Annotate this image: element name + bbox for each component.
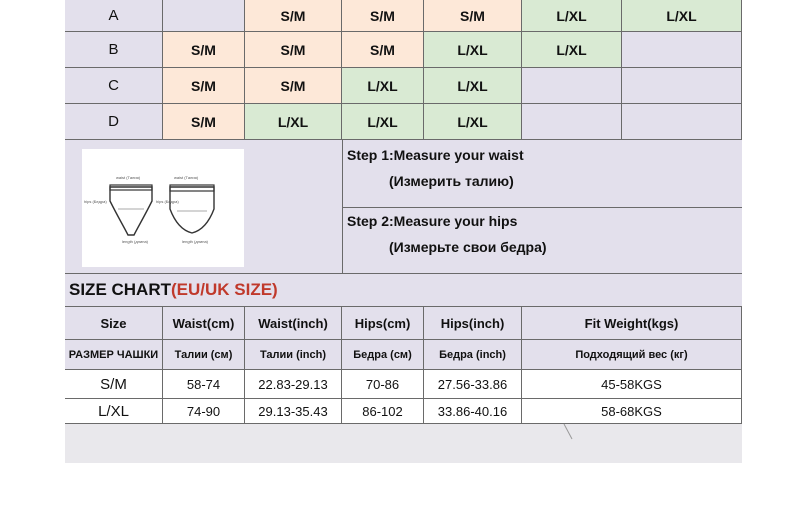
cup-size-cell: S/M xyxy=(342,32,424,68)
cup-size-cell: L/XL xyxy=(424,68,522,104)
cup-size-cell: S/M xyxy=(245,0,342,32)
header-cell-ru: Бедра (inch) xyxy=(424,340,522,370)
cup-letter: B xyxy=(65,32,163,68)
header-cell-ru: РАЗМЕР ЧАШКИ xyxy=(65,340,163,370)
cup-size-cell: S/M xyxy=(245,32,342,68)
cup-size-cell: S/M xyxy=(163,104,245,140)
step-1 xyxy=(343,140,742,208)
step-2-english: Step 2:Measure your hips xyxy=(347,213,518,229)
cup-size-cell: L/XL xyxy=(522,0,622,32)
cup-size-cell xyxy=(163,0,245,32)
cup-size-cell: L/XL xyxy=(342,68,424,104)
stray-mark xyxy=(560,420,580,442)
table-cell: 58-68KGS xyxy=(522,399,742,424)
table-cell: 45-58KGS xyxy=(522,370,742,399)
cup-size-cell xyxy=(622,104,742,140)
header-cell-en: Waist(cm) xyxy=(163,307,245,340)
cup-letter: A xyxy=(65,0,163,32)
header-cell-ru: Талии (см) xyxy=(163,340,245,370)
hips-label: hips (Бедра) xyxy=(84,199,107,204)
length-label: length (длина) xyxy=(122,239,149,244)
panties-illustration xyxy=(82,149,244,267)
table-cell: 29.13-35.43 xyxy=(245,399,342,424)
cup-letter: C xyxy=(65,68,163,104)
size-chart-title-region: (EU/UK SIZE) xyxy=(171,280,278,299)
cup-size-cell: L/XL xyxy=(522,32,622,68)
table-cell: S/M xyxy=(65,370,163,399)
step-1-russian: (Измерить талию) xyxy=(389,173,514,189)
step-1-english: Step 1:Measure your waist xyxy=(347,147,524,163)
header-cell-en: Fit Weight(kgs) xyxy=(522,307,742,340)
cup-size-cell: L/XL xyxy=(342,104,424,140)
cup-size-cell xyxy=(522,104,622,140)
hips-label-2: hips (Бедра) xyxy=(156,199,179,204)
cup-size-cell: S/M xyxy=(424,0,522,32)
table-cell: 27.56-33.86 xyxy=(424,370,522,399)
step-2-russian: (Измерьте свои бедра) xyxy=(389,239,547,255)
table-cell: 70-86 xyxy=(342,370,424,399)
header-cell-ru: Бедра (см) xyxy=(342,340,424,370)
cup-size-cell: L/XL xyxy=(622,0,742,32)
header-cell-ru: Талии (inch) xyxy=(245,340,342,370)
step-2 xyxy=(343,208,742,274)
table-cell: 22.83-29.13 xyxy=(245,370,342,399)
cup-size-cell: S/M xyxy=(163,68,245,104)
length-label-2: length (длина) xyxy=(182,239,209,244)
table-cell: L/XL xyxy=(65,399,163,424)
cup-size-cell: S/M xyxy=(245,68,342,104)
cup-letter: D xyxy=(65,104,163,140)
bottom-fade xyxy=(65,424,742,463)
cup-size-cell: L/XL xyxy=(245,104,342,140)
cup-size-cell xyxy=(622,32,742,68)
size-chart-title xyxy=(69,280,278,300)
cup-size-cell: L/XL xyxy=(424,32,522,68)
table-cell: 74-90 xyxy=(163,399,245,424)
waist-label-2: waist (Талия) xyxy=(174,175,199,180)
table-cell: 86-102 xyxy=(342,399,424,424)
header-cell-en: Size xyxy=(65,307,163,340)
header-cell-en: Hips(inch) xyxy=(424,307,522,340)
cup-size-cell: S/M xyxy=(163,32,245,68)
measurement-diagram xyxy=(82,149,244,267)
size-chart-title-main: SIZE CHART xyxy=(69,280,171,299)
header-cell-en: Hips(cm) xyxy=(342,307,424,340)
cup-size-cell: L/XL xyxy=(424,104,522,140)
header-cell-ru: Подходящий вес (кг) xyxy=(522,340,742,370)
waist-label: waist (Талия) xyxy=(116,175,141,180)
table-cell: 33.86-40.16 xyxy=(424,399,522,424)
cup-size-cell xyxy=(522,68,622,104)
cup-size-cell: S/M xyxy=(342,0,424,32)
table-cell: 58-74 xyxy=(163,370,245,399)
cup-size-cell xyxy=(622,68,742,104)
header-cell-en: Waist(inch) xyxy=(245,307,342,340)
